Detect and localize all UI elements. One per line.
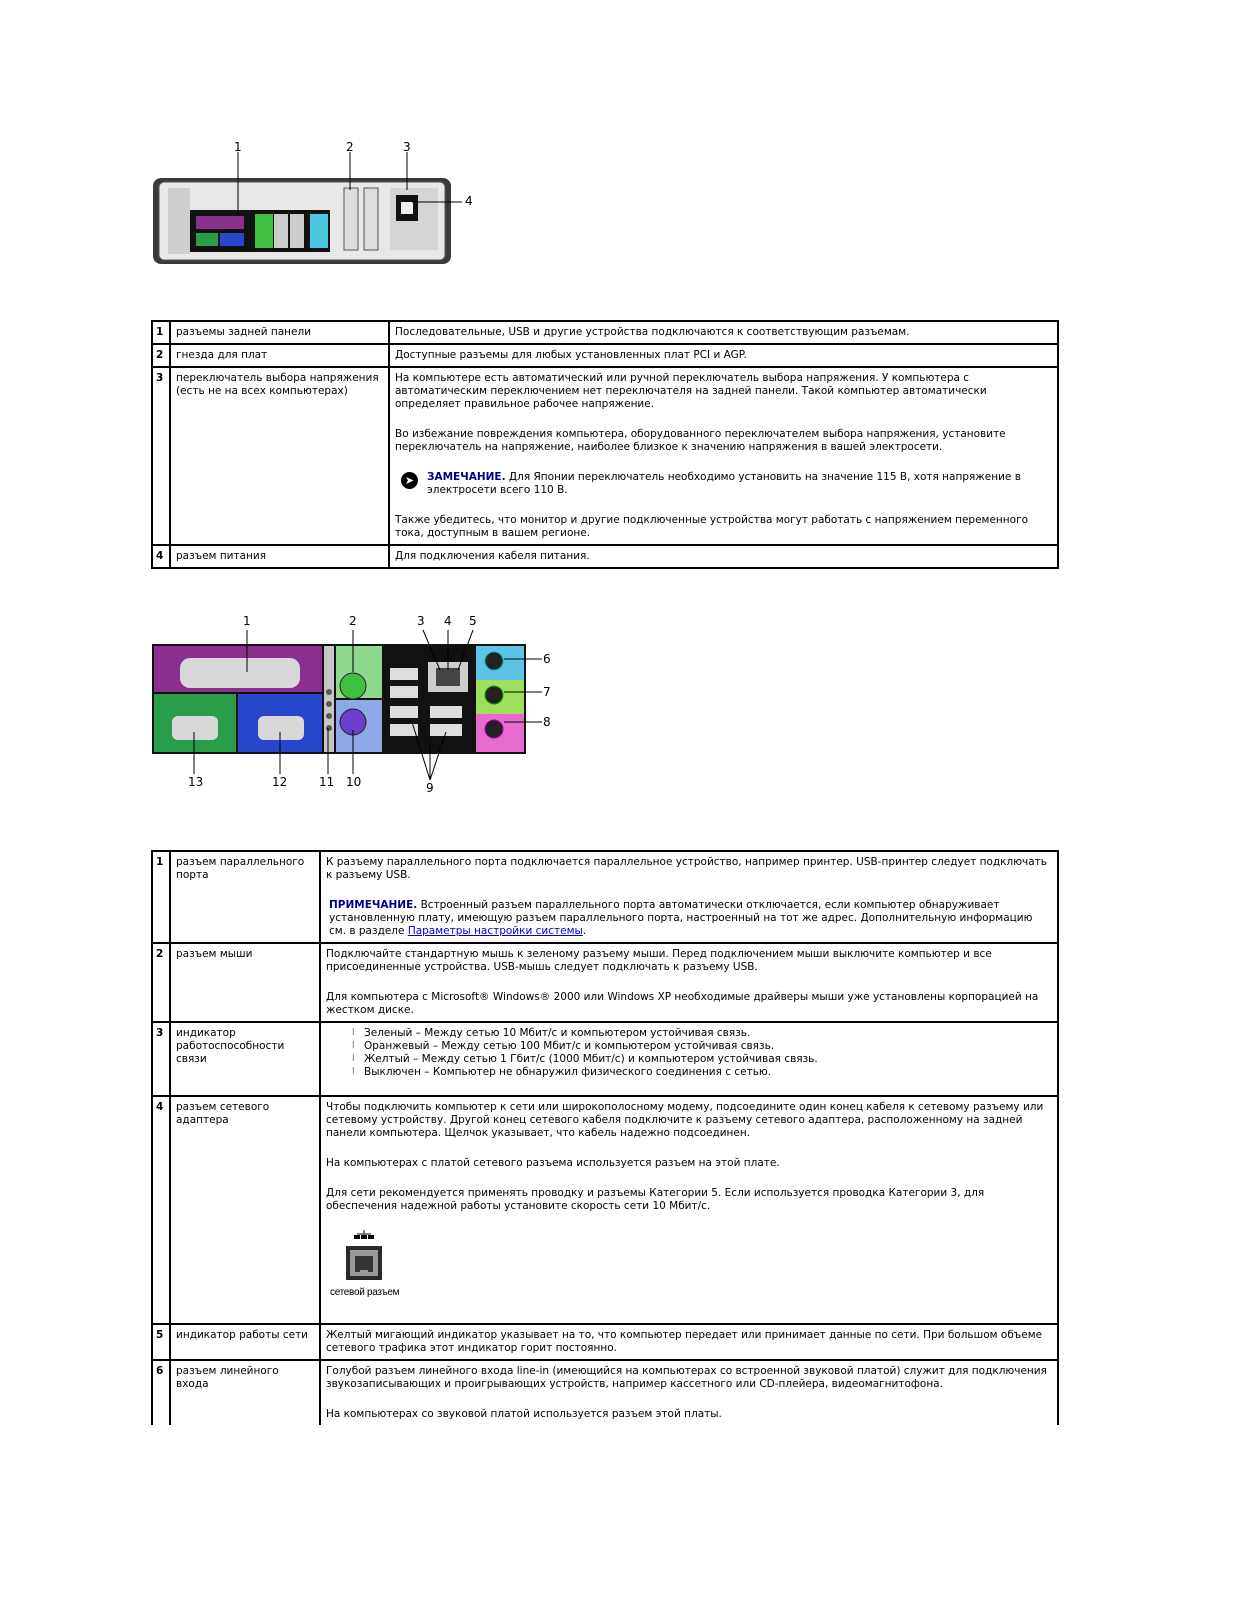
note-text: Встроенный разъем параллельного порта автоматически отключается, если компьютер обнаруживает установленную плату, имеющую разъем параллельного порта, настроенный на тот же адрес. Дополнительную информацию см. в разделе (329, 899, 1033, 937)
paragraph: Для компьютера с Microsoft® Windows® 2000 или Windows XP необходимые драйверы мыши уже установлены корпорацией на жестком диске. (326, 991, 1039, 1016)
row-number: 1 (152, 851, 170, 943)
figure2-callout-2: 2 (349, 614, 357, 628)
row-description: Желтый мигающий индикатор указывает на то, что компьютер передает или принимает данные по сети. При большом объеме сетевого трафика этот индикатор горит постоянно. (320, 1324, 1058, 1360)
paragraph: Подключайте стандартную мышь к зеленому разъему мыши. Перед подключением мыши выключите компьютер и все присоединенные устройства. USB-мышь следует подключать к разъему USB. (326, 948, 992, 973)
table-row (152, 1096, 1058, 1324)
back-panel-table (151, 320, 1059, 569)
row-description: Доступные разъемы для любых установленных плат PCI и AGP. (389, 344, 1058, 367)
figure2-callout-6: 6 (543, 652, 551, 666)
network-connector-image (330, 1230, 420, 1305)
table-row (152, 1022, 1058, 1096)
computer-back-figure (150, 140, 480, 270)
figure2-callout-5: 5 (469, 614, 477, 628)
paragraph: Также убедитесь, что монитор и другие подключенные устройства могут работать с напряжением переменного тока, доступным в вашем регионе. (395, 514, 1029, 539)
row-number: 4 (152, 545, 170, 568)
table-row (152, 943, 1058, 1022)
connectors-table (151, 850, 1059, 1425)
row-description: Последовательные, USB и другие устройства подключаются к соответствующим разъемам. (389, 321, 1058, 344)
note-block: ПРИМЕЧАНИЕ. Встроенный разъем параллельного порта автоматически отключается, если компьютер обнаруживает установленную плату, имеющую разъем параллельного порта, настроенный на тот же адрес. Дополнительную информацию см. в разделе Параметры настройки системы. (329, 899, 1033, 937)
figure2-callout-1: 1 (243, 614, 251, 628)
table-row (152, 1360, 1058, 1425)
paragraph: К разъему параллельного порта подключается параллельное устройство, например принтер. USB-принтер следует подключать к разъему USB. (326, 856, 1047, 881)
table-row (152, 1324, 1058, 1360)
row-description: Для подключения кабеля питания. (389, 545, 1058, 568)
system-setup-link[interactable]: Параметры настройки системы (407, 925, 583, 937)
figure2-callout-11: 11 (319, 775, 335, 789)
table-row (152, 367, 1058, 545)
connectors-illustration (150, 612, 560, 797)
row-number: 3 (152, 1022, 170, 1096)
row-description (320, 851, 1058, 943)
paragraph: На компьютерах с платой сетевого разъема используется разъем на этой плате. (326, 1157, 780, 1169)
notice-block (401, 471, 1052, 497)
network-connector-caption: сетевой разъем (330, 1287, 400, 1298)
list-item: l Выключен – Компьютер не обнаружил физического соединения с сетью. (352, 1066, 1052, 1079)
row-number: 5 (152, 1324, 170, 1360)
notice-arrow-icon: ➤ (401, 472, 418, 489)
figure1-callout-1: 1 (234, 140, 242, 154)
row-description (320, 1096, 1058, 1324)
row-description (320, 1360, 1058, 1425)
paragraph: На компьютерах со звуковой платой используется разъем этой платы. (326, 1408, 722, 1420)
row-name: разъем мыши (170, 943, 320, 1022)
notice-text-container (427, 471, 1052, 497)
figure2-callout-4: 4 (444, 614, 452, 628)
row-name: переключатель выбора напряжения (есть не на всех компьютерах) (170, 367, 389, 545)
table-row (152, 545, 1058, 568)
row-name: разъем сетевого адаптера (170, 1096, 320, 1324)
row-number: 2 (152, 943, 170, 1022)
list-item: l Зеленый – Между сетью 10 Мбит/с и компьютером устойчивая связь. (352, 1027, 1052, 1040)
paragraph: Голубой разъем линейного входа line-in (имеющийся на компьютерах со встроенной звуковой платой) служит для подключения звукозаписывающих и проигрывающих устройств, например кассетного или CD-плейера, видеомагнитофона. (326, 1365, 1047, 1390)
figure2-callout-10: 10 (346, 775, 362, 789)
paragraph: Для сети рекомендуется применять проводку и разъемы Категории 5. Если используется проводка Категории 3, для обеспечения надежной работы установите скорость сети 10 Мбит/с. (326, 1187, 985, 1212)
row-number: 4 (152, 1096, 170, 1324)
notice-text: Для Японии переключатель необходимо установить на значение 115 В, хотя напряжение в электросети всего 110 В. (427, 471, 1021, 496)
row-number: 2 (152, 344, 170, 367)
row-description (320, 1022, 1058, 1096)
row-description (320, 943, 1058, 1022)
table-row (152, 344, 1058, 367)
figure2-callout-3: 3 (417, 614, 425, 628)
figure2-callout-7: 7 (543, 685, 551, 699)
row-name: гнезда для плат (170, 344, 389, 367)
list-item: l Оранжевый – Между сетью 100 Мбит/с и компьютером устойчивая связь. (352, 1040, 1052, 1053)
row-description (389, 367, 1058, 545)
table-row (152, 851, 1058, 943)
row-name: разъем параллельного порта (170, 851, 320, 943)
network-connector-icon (330, 1230, 420, 1285)
paragraph: Во избежание повреждения компьютера, оборудованного переключателем выбора напряжения, установите переключатель на напряжение, наиболее близкое к значению напряжения в вашей электросети. (395, 428, 1006, 453)
figure2-callout-12: 12 (272, 775, 288, 789)
figure1-callout-4: 4 (465, 194, 473, 208)
notice-title: ЗАМЕЧАНИЕ. (427, 471, 506, 483)
figure2-callout-9: 9 (426, 781, 434, 795)
row-name: разъем питания (170, 545, 389, 568)
note-title: ПРИМЕЧАНИЕ. (329, 899, 418, 911)
row-number: 1 (152, 321, 170, 344)
row-number: 3 (152, 367, 170, 545)
computer-back-illustration (150, 140, 480, 270)
figure1-callout-2: 2 (346, 140, 354, 154)
row-name: индикатор работы сети (170, 1324, 320, 1360)
figure2-callout-13: 13 (188, 775, 204, 789)
row-name: индикатор работоспособности связи (170, 1022, 320, 1096)
row-name: разъем линейного входа (170, 1360, 320, 1425)
back-panel-connectors-figure (150, 612, 560, 797)
figure1-callout-3: 3 (403, 140, 411, 154)
table-row (152, 321, 1058, 344)
row-number: 6 (152, 1360, 170, 1425)
paragraph: Чтобы подключить компьютер к сети или широкополосному модему, подсоедините один конец кабеля к сетевому разъему или сетевому устройству. Другой конец сетевого кабеля подключите к разъему сетевого адаптера, расположенному на задней панели компьютера. Щелчок указывает, что кабель надежно подсоединен. (326, 1101, 1044, 1139)
list-item: l Желтый – Между сетью 1 Гбит/с (1000 Мбит/с) и компьютером устойчивая связь. (352, 1053, 1052, 1066)
row-name: разъемы задней панели (170, 321, 389, 344)
led-status-list (326, 1027, 1052, 1079)
paragraph: На компьютере есть автоматический или ручной переключатель выбора напряжения. У компьютера с автоматическим переключением нет переключателя на задней панели. Такой компьютер автоматически определяет правильное рабочее напряжение. (395, 372, 987, 410)
figure2-callout-8: 8 (543, 715, 551, 729)
